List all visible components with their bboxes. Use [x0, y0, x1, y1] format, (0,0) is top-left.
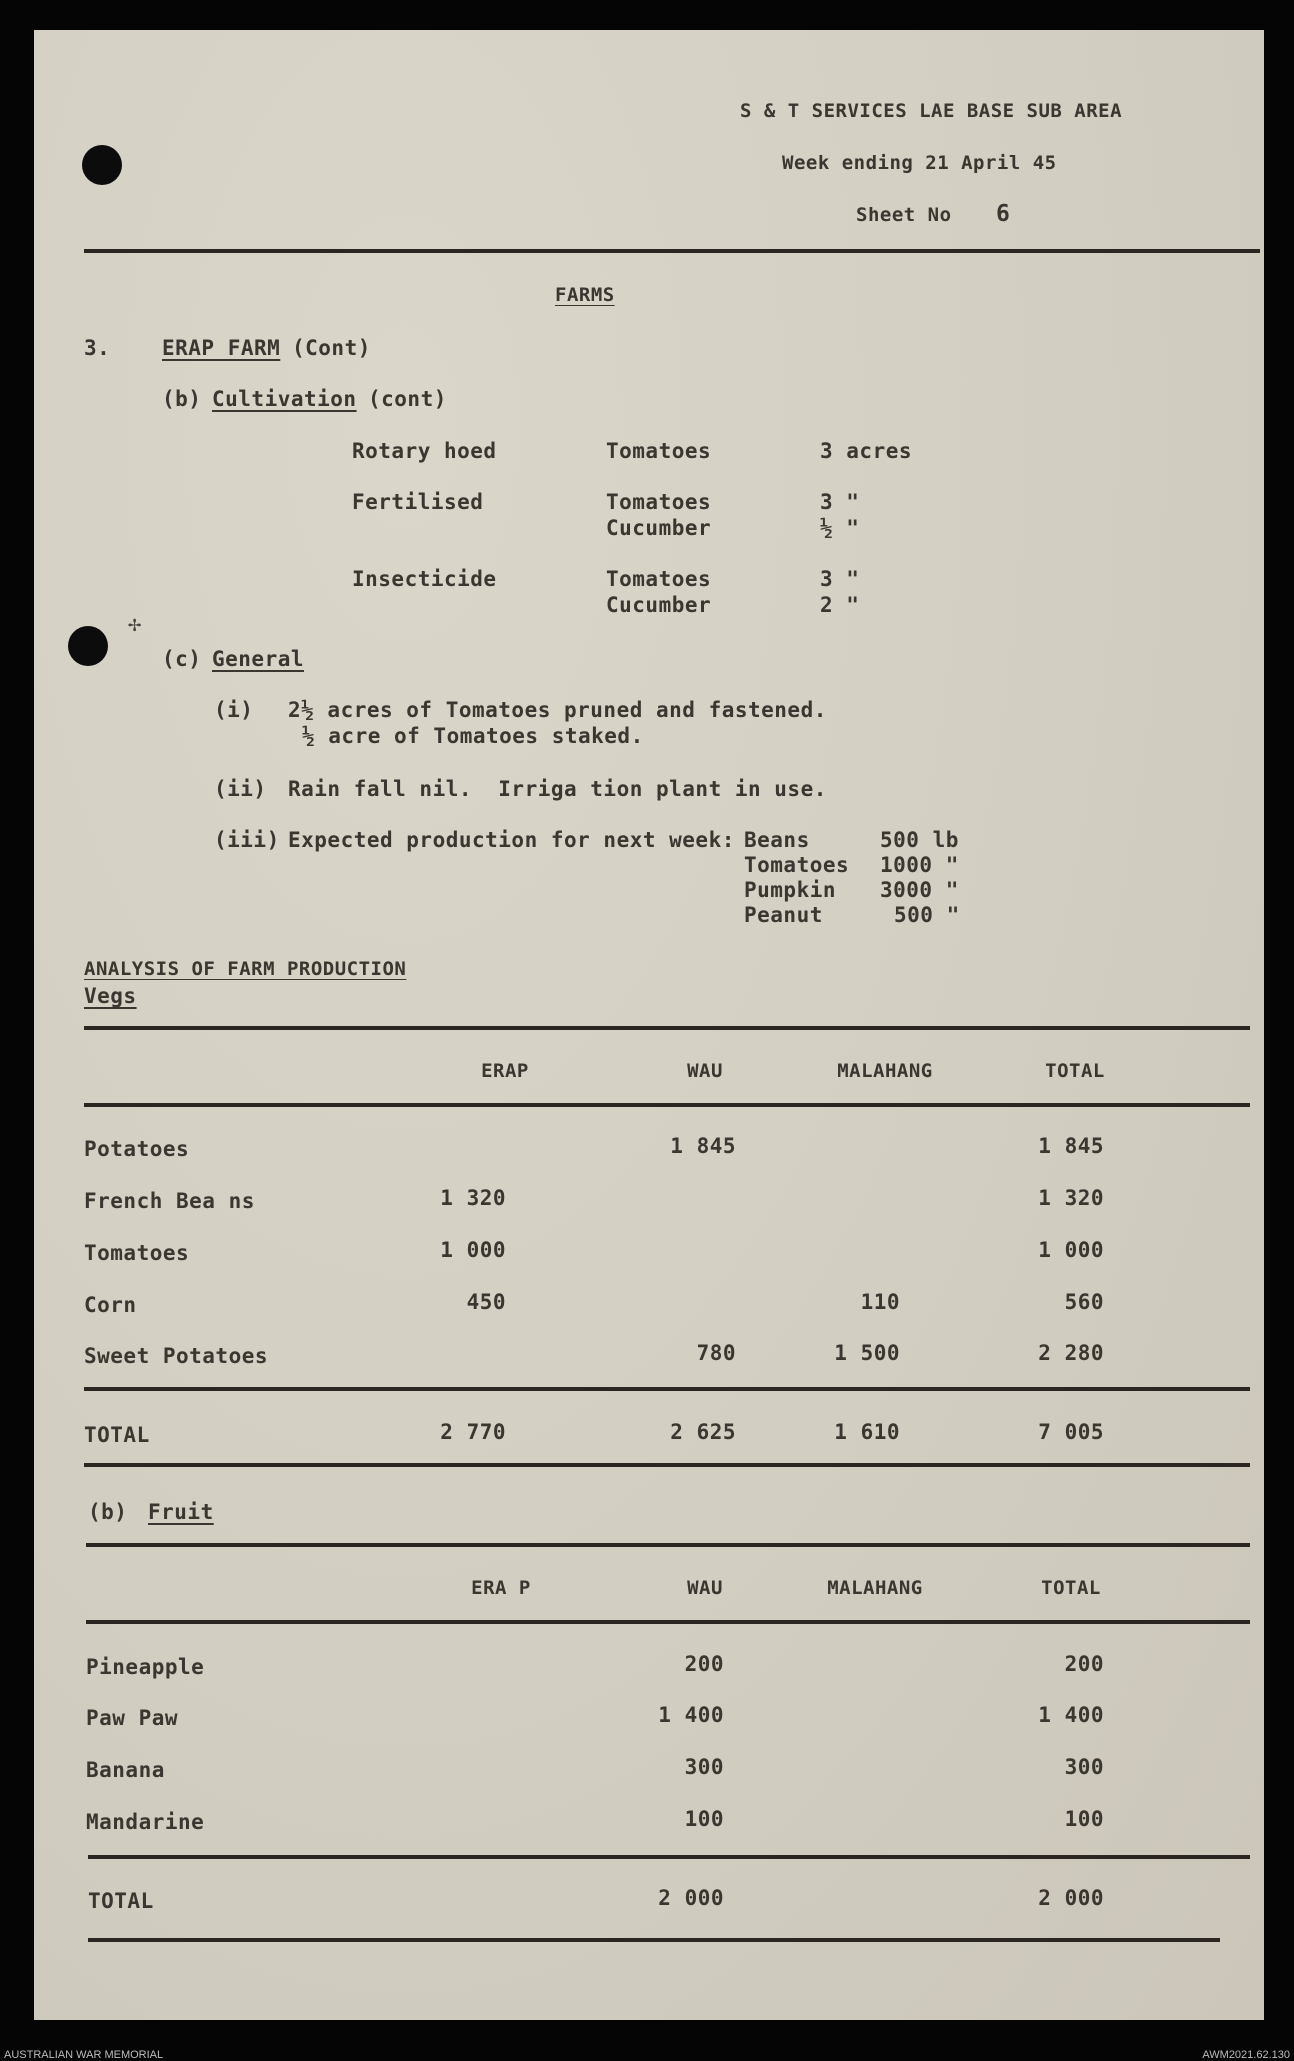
total-wau: 2 000 [658, 1886, 724, 1910]
general-title: General [212, 647, 305, 671]
total-label: TOTAL [88, 1889, 154, 1913]
general-label: (c) [162, 647, 202, 671]
cell-total: 1 400 [1038, 1703, 1104, 1727]
total-total: 7 005 [1038, 1420, 1104, 1444]
cell-total: 300 [1064, 1755, 1104, 1779]
cultivation-area: 3 " [820, 490, 860, 514]
pencil-mark: ✢ [128, 612, 142, 637]
total-total: 2 000 [1038, 1886, 1104, 1910]
table-rule [84, 1387, 1250, 1391]
row-label: Tomatoes [84, 1241, 190, 1265]
cell-total: 200 [1064, 1652, 1104, 1676]
expected-item: Beans [744, 828, 810, 852]
table-rule [88, 1855, 1250, 1859]
general-item-text: ½ acre of Tomatoes staked. [302, 724, 644, 748]
row-label: Sweet Potatoes [84, 1344, 269, 1368]
header-rule [84, 249, 1260, 253]
cultivation-area: ½ " [820, 516, 860, 540]
total-malahang: 1 610 [834, 1420, 900, 1444]
punch-hole-middle [68, 626, 108, 666]
cell-total: 560 [1064, 1290, 1104, 1314]
column-header: MALAHANG [827, 1577, 923, 1599]
farm-number: 3. [84, 336, 111, 360]
cultivation-crop: Tomatoes [606, 567, 712, 591]
cell-malahang: 1 500 [834, 1341, 900, 1365]
row-label: Banana [86, 1758, 165, 1782]
cell-total: 1 320 [1038, 1186, 1104, 1210]
column-header: TOTAL [1041, 1577, 1101, 1599]
footer-accession: AWM2021.62.130 [1202, 2049, 1290, 2061]
table-rule [88, 1938, 1220, 1942]
sheet-number: 6 [996, 201, 1011, 227]
expected-qty: 500 " [894, 903, 960, 927]
column-header: ERA P [471, 1577, 531, 1599]
total-wau: 2 625 [670, 1420, 736, 1444]
table-rule [86, 1543, 1250, 1547]
cell-total: 1 845 [1038, 1134, 1104, 1158]
expected-qty: 1000 " [880, 853, 959, 877]
column-header: WAU [687, 1060, 723, 1082]
cell-erap: 1 000 [440, 1238, 506, 1262]
cultivation-cont: (cont) [368, 387, 447, 411]
column-header: WAU [687, 1577, 723, 1599]
cell-wau: 100 [684, 1807, 724, 1831]
row-label: Paw Paw [86, 1706, 179, 1730]
row-label: Mandarine [86, 1810, 205, 1834]
row-label: Pineapple [86, 1655, 205, 1679]
expected-item: Tomatoes [744, 853, 850, 877]
cell-wau: 1 845 [670, 1134, 736, 1158]
cultivation-activity: Fertilised [352, 490, 484, 514]
farm-cont: (Cont) [292, 336, 371, 360]
general-item-number: (iii) [214, 828, 280, 852]
total-label: TOTAL [84, 1423, 150, 1447]
cell-wau: 200 [684, 1652, 724, 1676]
column-header: ERAP [481, 1060, 529, 1082]
cultivation-activity: Insecticide [352, 567, 497, 591]
footer-credit: AUSTRALIAN WAR MEMORIAL [4, 2049, 164, 2061]
cultivation-crop: Tomatoes [606, 439, 712, 463]
cell-erap: 1 320 [440, 1186, 506, 1210]
row-label: Potatoes [84, 1137, 190, 1161]
cell-total: 2 280 [1038, 1341, 1104, 1365]
expected-qty: 500 lb [880, 828, 959, 852]
veg-label: Vegs [84, 984, 137, 1008]
cultivation-area: 3 acres [820, 439, 913, 463]
general-item-number: (ii) [214, 777, 267, 801]
analysis-title: ANALYSIS OF FARM PRODUCTION [84, 958, 407, 980]
general-item-text: 2½ acres of Tomatoes pruned and fastened. [288, 698, 827, 722]
column-header: TOTAL [1045, 1060, 1105, 1082]
cultivation-area: 3 " [820, 567, 860, 591]
unit-heading: S & T SERVICES LAE BASE SUB AREA [740, 100, 1123, 122]
general-item-number: (i) [214, 698, 254, 722]
cell-wau: 1 400 [658, 1703, 724, 1727]
table-rule [84, 1103, 1250, 1107]
general-item-text: Expected production for next week: [288, 828, 735, 852]
table-rule [84, 1463, 1250, 1467]
section-title: FARMS [555, 284, 615, 306]
table-rule [84, 1026, 1250, 1030]
cultivation-title: Cultivation [212, 387, 357, 411]
fruit-number: (b) [88, 1500, 128, 1524]
week-ending: Week ending 21 April 45 [782, 152, 1057, 174]
fruit-label: Fruit [148, 1500, 214, 1524]
farm-name: ERAP FARM [162, 336, 281, 360]
general-item-text: Rain fall nil. Irriga tion plant in use. [288, 777, 827, 801]
expected-qty: 3000 " [880, 878, 959, 902]
punch-hole-top [82, 145, 122, 185]
cell-wau: 300 [684, 1755, 724, 1779]
expected-item: Pumpkin [744, 878, 837, 902]
row-label: Corn [84, 1293, 137, 1317]
cultivation-crop: Cucumber [606, 516, 712, 540]
cell-erap: 450 [466, 1290, 506, 1314]
sheet-label: Sheet No [856, 204, 952, 226]
column-header: MALAHANG [837, 1060, 933, 1082]
cell-wau: 780 [696, 1341, 736, 1365]
cell-malahang: 110 [860, 1290, 900, 1314]
cultivation-activity: Rotary hoed [352, 439, 497, 463]
cell-total: 1 000 [1038, 1238, 1104, 1262]
row-label: French Bea ns [84, 1189, 255, 1213]
table-rule [86, 1620, 1250, 1624]
total-erap: 2 770 [440, 1420, 506, 1444]
expected-item: Peanut [744, 903, 823, 927]
cultivation-area: 2 " [820, 593, 860, 617]
cultivation-crop: Tomatoes [606, 490, 712, 514]
cultivation-crop: Cucumber [606, 593, 712, 617]
cultivation-label: (b) [162, 387, 202, 411]
cell-total: 100 [1064, 1807, 1104, 1831]
